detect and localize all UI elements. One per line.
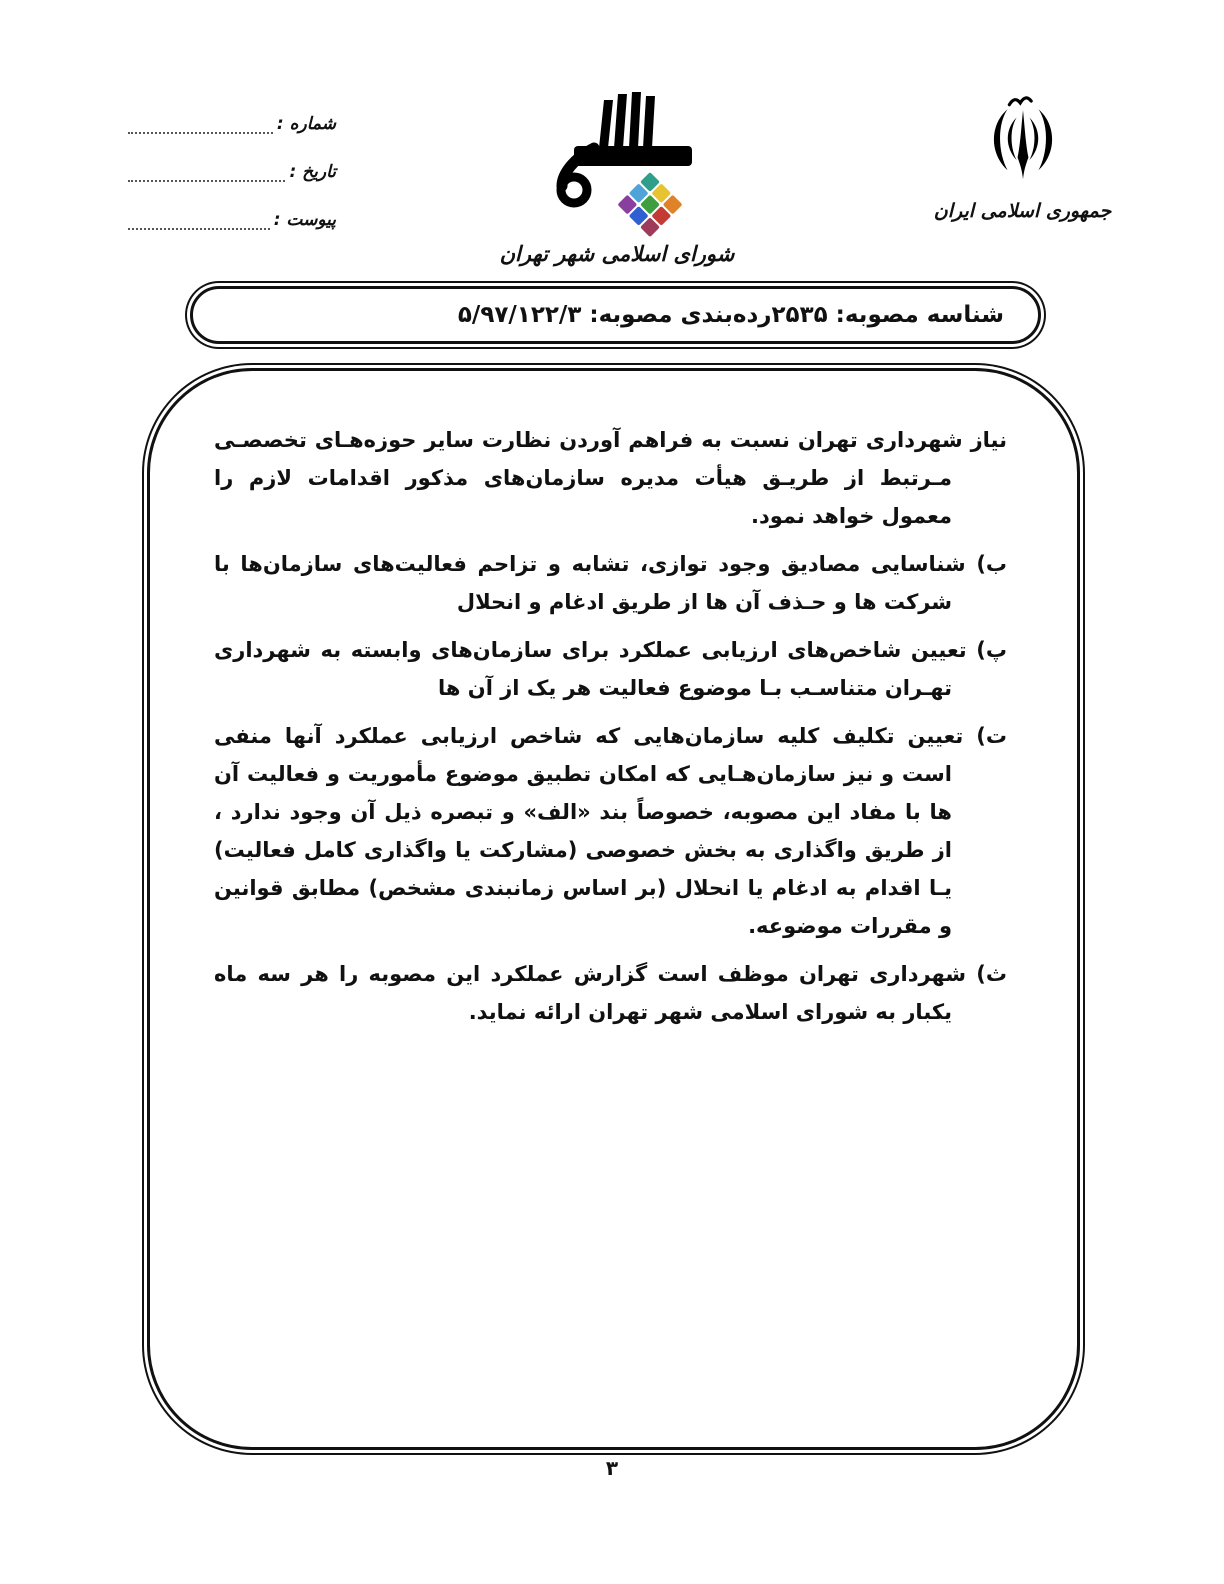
clause-t-text: تعیین تکلیف کلیه سازمان‌هایی که شاخص ارزیابی عملکرد آنها منفی است و نیز سازمان‌هـایی که امکان تطبیق موضوع مأموریت و فعالیت آن ها با مفاد این مصوبه، خصوصاً بند «الف» و تبصره ذیل آن وجود ندارد ، از طریق واگذاری به بخش خصوصی (مشارکت یا واگذاری کامل فعالیت) یـا اقدام به ادغام یا انحلال (بر اساس زمانبندی مشخص) مطابق قوانین و مقررات موضوعه. [214, 724, 964, 938]
field-attachment-dotted-line [128, 210, 270, 230]
clause-p-marker: پ) [976, 638, 1007, 662]
field-number-dotted-line [128, 114, 273, 134]
resolution-header-bar [190, 286, 1041, 344]
clause-t-marker: ت) [976, 724, 1007, 748]
field-number-label: شماره : [276, 114, 336, 134]
field-attachment [126, 200, 338, 230]
clause-s-marker: ث) [976, 962, 1007, 986]
intro-paragraph: نیاز شهرداری تهران نسبت به فراهم آوردن نظارت سایر حوزه‌هـای تخصصـی مـرتبط از طریـق هیأت مدیره سازمان‌های مذکور اقدامات لازم را معمول خواهد نمود. [214, 428, 1007, 528]
page-number: ۳ [605, 1456, 619, 1480]
resolution-classification: رده‌بندی مصوبه: ۵/۹۷/۱۲۲/۳ [457, 302, 772, 328]
resolution-body-text [214, 421, 1007, 1041]
clause-p [214, 631, 1007, 707]
resolution-body-box [147, 368, 1080, 1450]
clause-s-text: شهرداری تهران موظف است گزارش عملکرد این مصوبه را هر سه ماه یکبار به شورای اسلامی شهر تهران ارائه نماید. [214, 962, 967, 1024]
council-logo-icon [532, 86, 702, 238]
council-name: شورای اسلامی شهر تهران [499, 242, 735, 266]
state-name: جمهوری اسلامی ایران [933, 200, 1112, 222]
clause-b-text: شناسایی مصادیق وجود توازی، تشابه و تزاحم فعالیت‌های سازمان‌ها با شرکت ها و حـذف آن ها از طریق ادغام و انحلال [214, 552, 966, 614]
field-date-dotted-line [128, 162, 285, 182]
iran-emblem-icon [977, 92, 1069, 192]
resolution-id: شناسه مصوبه: ۲۵۳۵ [771, 302, 1004, 328]
field-date [126, 152, 338, 182]
clause-p-text: تعیین شاخص‌های ارزیابی عملکرد برای سازمان‌های وابسته به شهرداری تهـران متناسـب بـا موضوع فعالیت هر یک از آن ها [214, 638, 967, 700]
field-attachment-label: پیوست : [273, 210, 336, 230]
clause-b-marker: ب) [976, 552, 1008, 576]
council-logo-mosaic [617, 172, 682, 237]
council-logo-block [472, 86, 762, 266]
reference-fields [126, 104, 338, 248]
field-date-label: تاریخ : [289, 162, 336, 182]
clause-s [214, 955, 1007, 1031]
clause-b [214, 545, 1007, 621]
clause-t [214, 717, 1007, 945]
field-number [126, 104, 338, 134]
state-emblem-block [905, 92, 1140, 222]
